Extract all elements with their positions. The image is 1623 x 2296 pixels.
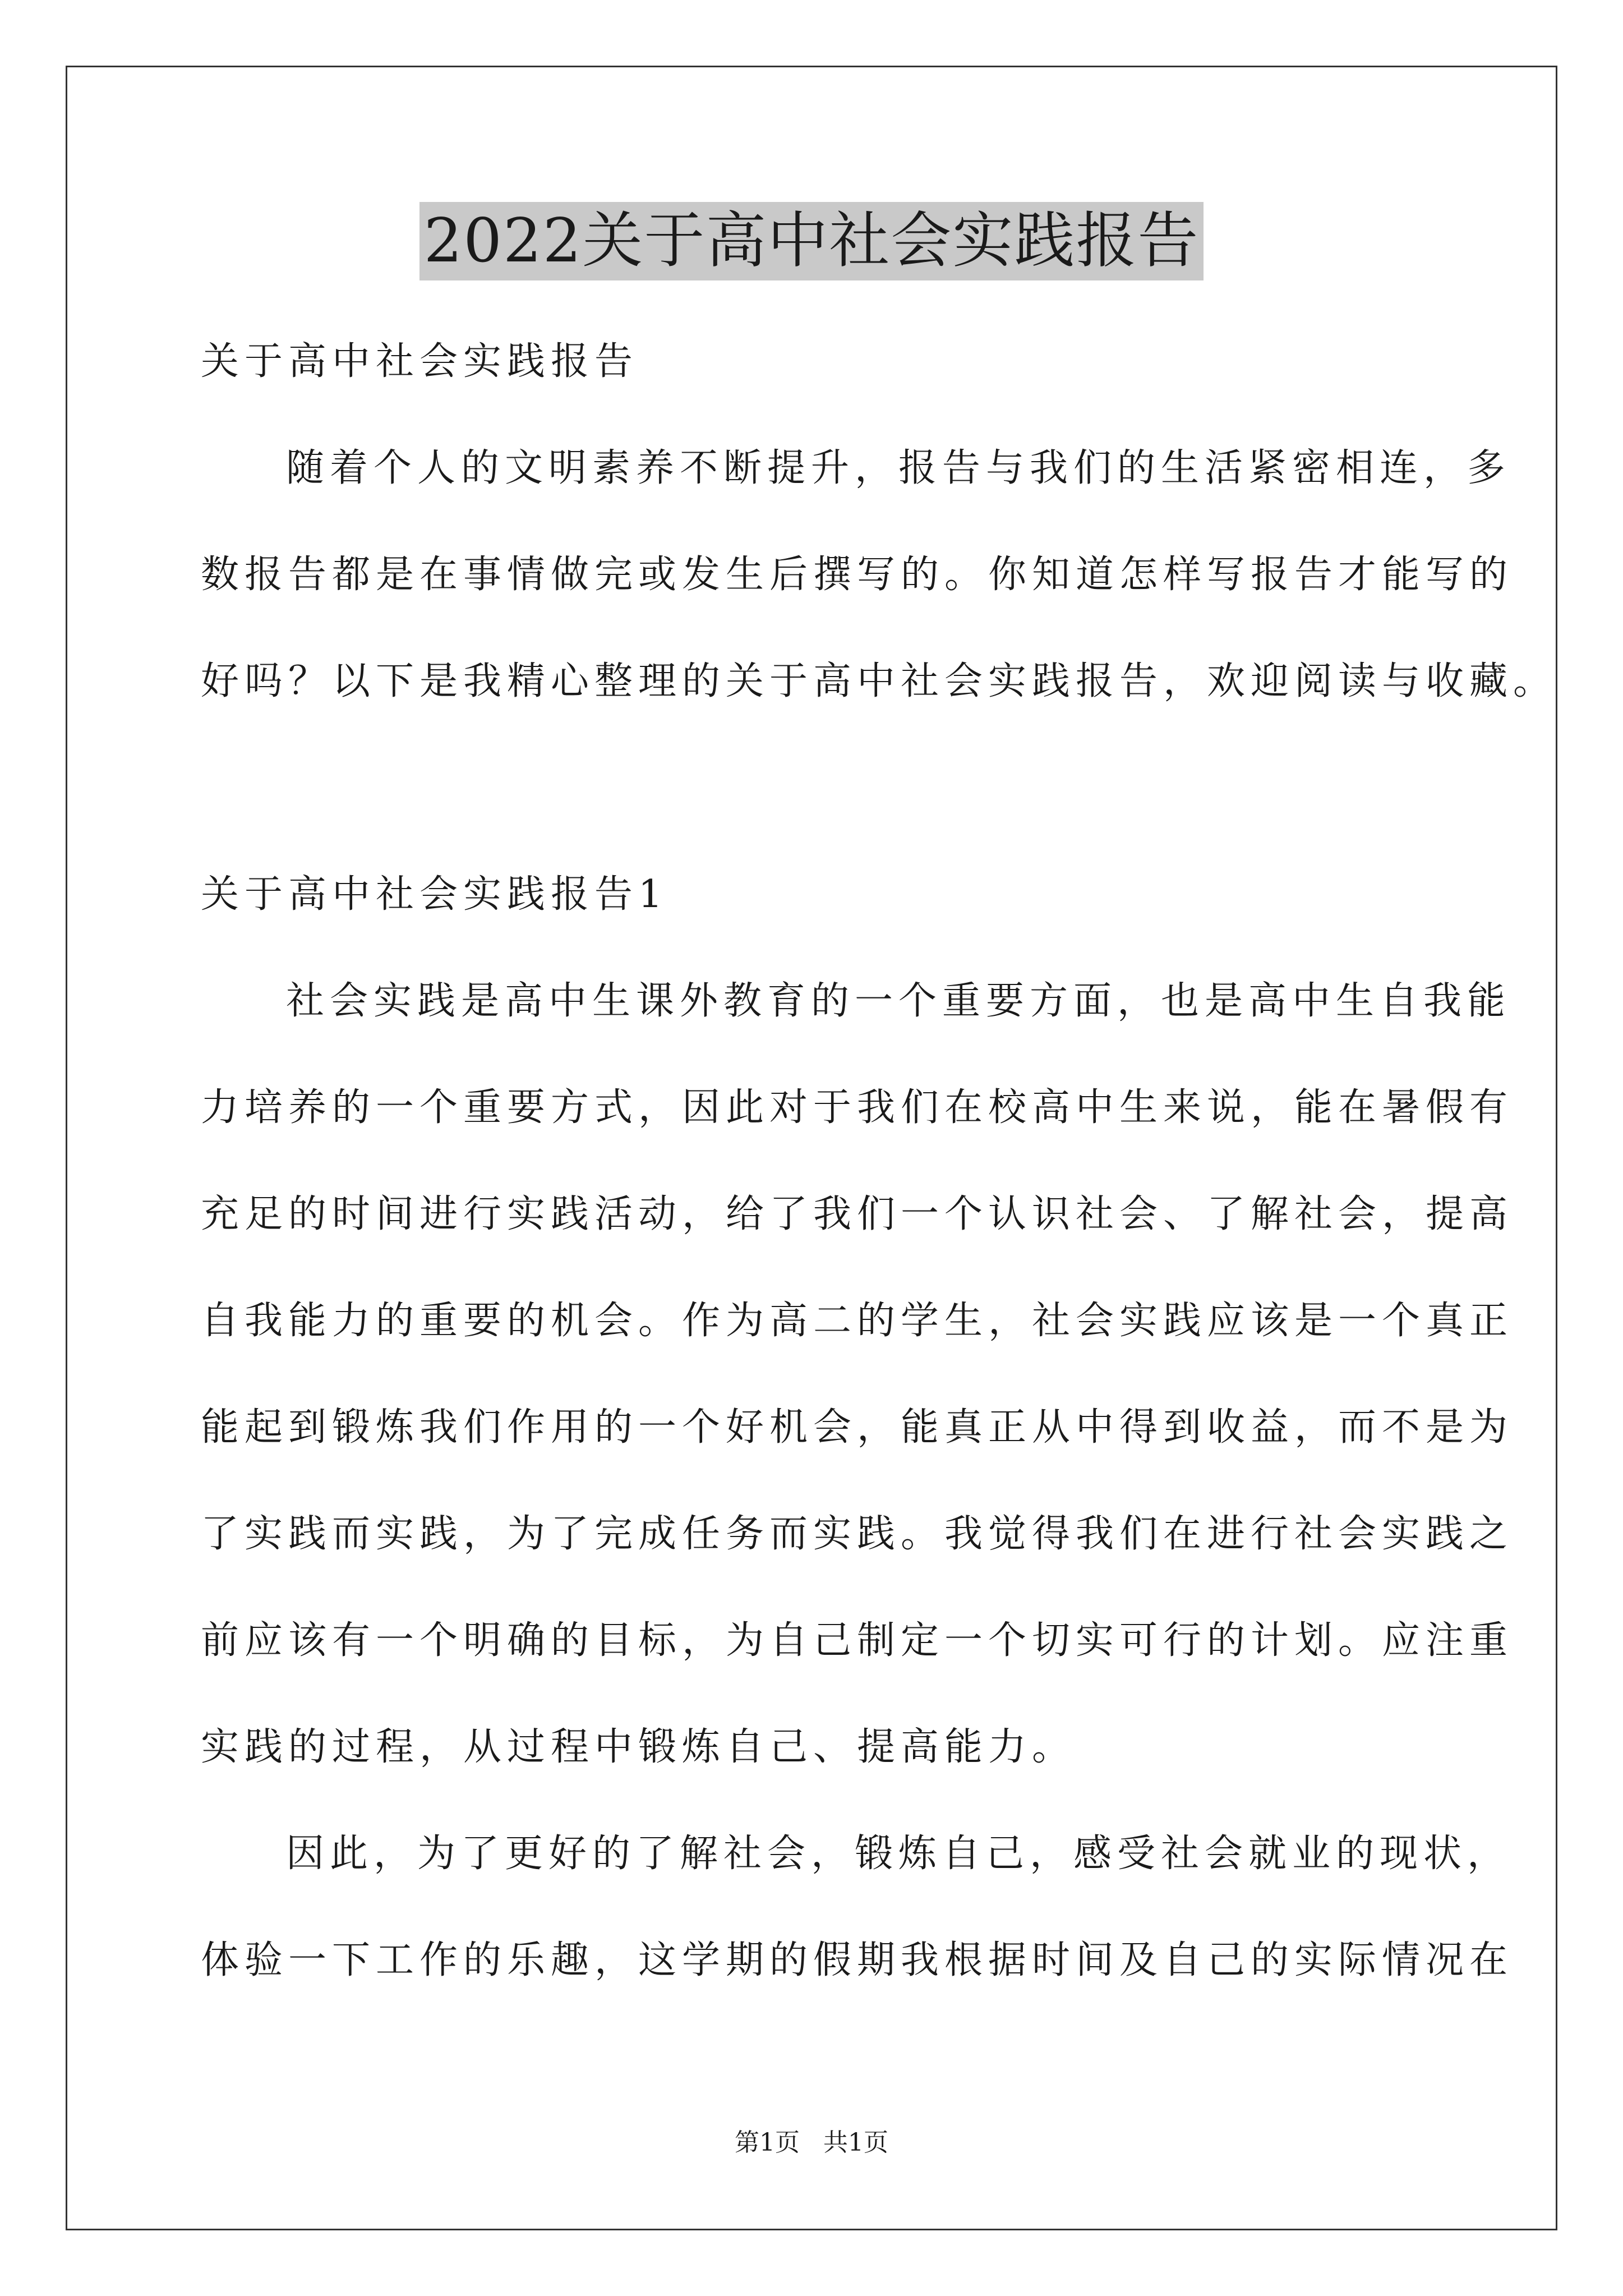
paragraph-line: 实践的过程，从过程中锻炼自己、提高能力。 bbox=[201, 1725, 1076, 1769]
subtitle-line: 关于高中社会实践报告 bbox=[201, 339, 639, 384]
paragraph-line: 好吗？以下是我精心整理的关于高中社会实践报告，欢迎阅读与收藏。 bbox=[201, 659, 1557, 703]
paragraph-line: 前应该有一个明确的目标，为自己制定一个切实可行的计划。应注重 bbox=[201, 1618, 1514, 1663]
paragraph-line: 能起到锻炼我们作用的一个好机会，能真正从中得到收益，而不是为 bbox=[201, 1405, 1514, 1450]
paragraph-line: 力培养的一个重要方式，因此对于我们在校高中生来说，能在暑假有 bbox=[201, 1085, 1514, 1130]
paragraph-line: 因此，为了更好的了解社会，锻炼自己，感受社会就业的现状， bbox=[286, 1832, 1511, 1876]
paragraph-line: 体验一下工作的乐趣，这学期的假期我根据时间及自己的实际情况在 bbox=[201, 1938, 1514, 1982]
paragraph-line: 随着个人的文明素养不断提升，报告与我们的生活紧密相连，多 bbox=[286, 446, 1511, 490]
paragraph-line: 社会实践是高中生课外教育的一个重要方面，也是高中生自我能 bbox=[286, 979, 1511, 1023]
page-total: 共1页 bbox=[823, 2128, 888, 2157]
page-footer bbox=[0, 2126, 1623, 2160]
paragraph-line: 充足的时间进行实践活动，给了我们一个认识社会、了解社会，提高 bbox=[201, 1192, 1514, 1236]
paragraph-line: 了实践而实践，为了完成任务而实践。我觉得我们在进行社会实践之 bbox=[201, 1512, 1514, 1556]
paragraph-line: 数报告都是在事情做完或发生后撰写的。你知道怎样写报告才能写的 bbox=[201, 553, 1514, 597]
paragraph-line: 自我能力的重要的机会。作为高二的学生，社会实践应该是一个真正 bbox=[201, 1299, 1514, 1343]
paragraph-gap bbox=[201, 735, 1435, 841]
page-number: 第1页 bbox=[735, 2128, 800, 2157]
document-body bbox=[201, 309, 1557, 2014]
document-title: 2022关于高中社会实践报告 bbox=[419, 202, 1204, 280]
title-container bbox=[0, 202, 1623, 280]
section-heading: 关于高中社会实践报告1 bbox=[201, 872, 668, 917]
